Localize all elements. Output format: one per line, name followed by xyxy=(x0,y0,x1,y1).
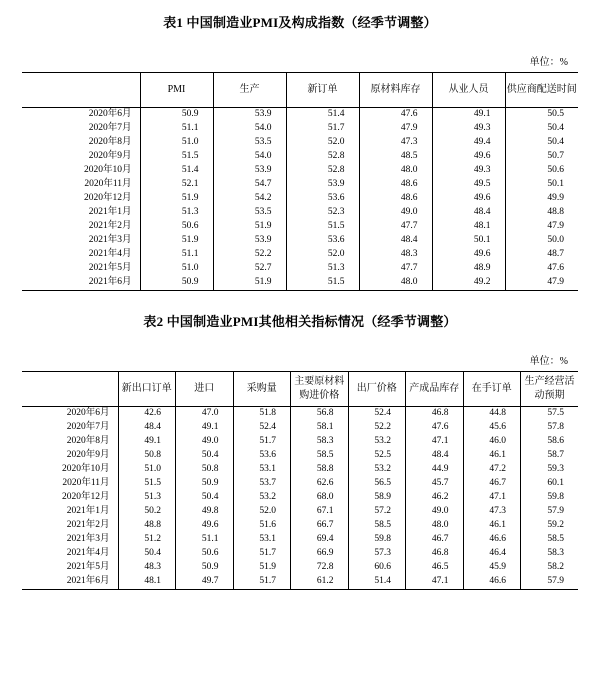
data-cell: 50.4 xyxy=(176,491,234,505)
data-cell: 50.9 xyxy=(140,108,213,123)
data-cell: 47.9 xyxy=(505,276,578,291)
data-cell: 50.6 xyxy=(140,220,213,234)
data-cell: 58.9 xyxy=(348,491,406,505)
data-cell: 51.4 xyxy=(286,108,359,123)
data-cell: 59.3 xyxy=(521,463,579,477)
data-cell: 50.9 xyxy=(140,276,213,291)
data-cell: 50.7 xyxy=(505,150,578,164)
data-cell: 52.1 xyxy=(140,178,213,192)
data-cell: 49.7 xyxy=(176,575,234,590)
data-cell: 61.2 xyxy=(291,575,349,590)
data-cell: 51.1 xyxy=(140,248,213,262)
data-cell: 46.6 xyxy=(463,533,521,547)
data-cell: 48.6 xyxy=(359,178,432,192)
data-cell: 48.0 xyxy=(359,164,432,178)
row-label: 2021年6月 xyxy=(66,576,110,587)
data-cell: 51.7 xyxy=(233,575,291,590)
table2-col-0 xyxy=(22,372,118,407)
data-cell: 50.4 xyxy=(118,547,176,561)
table2-title: 表2 中国制造业PMI其他相关指标情况（经季节调整） xyxy=(143,314,457,329)
row-label: 2021年3月 xyxy=(66,534,110,545)
data-cell: 48.8 xyxy=(505,206,578,220)
data-cell: 53.7 xyxy=(233,477,291,491)
data-cell: 72.8 xyxy=(291,561,349,575)
table-row xyxy=(22,435,578,449)
table2 xyxy=(22,371,578,590)
table1-col-3: 新订单 xyxy=(286,73,359,108)
data-cell: 49.6 xyxy=(432,248,505,262)
table1-col-5: 从业人员 xyxy=(432,73,505,108)
data-cell: 54.0 xyxy=(213,150,286,164)
data-cell: 47.0 xyxy=(176,407,234,422)
row-label: 2020年6月 xyxy=(88,109,132,120)
data-cell: 49.4 xyxy=(432,136,505,150)
data-cell: 47.6 xyxy=(406,421,464,435)
table-row xyxy=(22,164,578,178)
data-cell: 42.6 xyxy=(118,407,176,422)
row-label: 2020年12月 xyxy=(61,492,110,503)
data-cell: 50.1 xyxy=(432,234,505,248)
data-cell: 51.1 xyxy=(140,122,213,136)
data-cell: 53.5 xyxy=(213,206,286,220)
table1-body xyxy=(22,108,578,291)
data-cell: 59.8 xyxy=(521,491,579,505)
data-cell: 58.3 xyxy=(291,435,349,449)
data-cell: 68.0 xyxy=(291,491,349,505)
data-cell: 53.9 xyxy=(213,234,286,248)
data-cell: 51.4 xyxy=(348,575,406,590)
data-cell: 51.4 xyxy=(140,164,213,178)
data-cell: 58.7 xyxy=(521,449,579,463)
table-row xyxy=(22,150,578,164)
data-cell: 52.8 xyxy=(286,150,359,164)
data-cell: 53.6 xyxy=(286,192,359,206)
data-cell: 50.9 xyxy=(176,477,234,491)
data-cell: 62.6 xyxy=(291,477,349,491)
table1-header-row xyxy=(22,73,578,108)
data-cell: 46.7 xyxy=(406,533,464,547)
data-cell: 54.2 xyxy=(213,192,286,206)
data-cell: 52.0 xyxy=(233,505,291,519)
data-cell: 59.2 xyxy=(521,519,579,533)
data-cell: 50.8 xyxy=(176,463,234,477)
data-cell: 58.6 xyxy=(521,435,579,449)
data-cell: 51.6 xyxy=(233,519,291,533)
data-cell: 58.8 xyxy=(291,463,349,477)
data-cell: 57.9 xyxy=(521,505,579,519)
data-cell: 50.1 xyxy=(505,178,578,192)
table-row xyxy=(22,234,578,248)
table-row xyxy=(22,178,578,192)
data-cell: 52.2 xyxy=(348,421,406,435)
data-cell: 52.4 xyxy=(233,421,291,435)
table-row xyxy=(22,575,578,590)
data-cell: 51.3 xyxy=(118,491,176,505)
data-cell: 52.3 xyxy=(286,206,359,220)
table-row xyxy=(22,547,578,561)
table-row xyxy=(22,491,578,505)
data-cell: 50.4 xyxy=(176,449,234,463)
table-row xyxy=(22,262,578,276)
data-cell: 58.2 xyxy=(521,561,579,575)
data-cell: 53.5 xyxy=(213,136,286,150)
data-cell: 46.1 xyxy=(463,449,521,463)
data-cell: 51.5 xyxy=(140,150,213,164)
data-cell: 58.1 xyxy=(291,421,349,435)
table1-col-0 xyxy=(22,73,140,108)
data-cell: 66.9 xyxy=(291,547,349,561)
data-cell: 51.8 xyxy=(233,407,291,422)
table-row xyxy=(22,276,578,291)
data-cell: 46.2 xyxy=(406,491,464,505)
data-cell: 50.9 xyxy=(176,561,234,575)
data-cell: 48.0 xyxy=(406,519,464,533)
row-label: 2020年8月 xyxy=(88,137,132,148)
data-cell: 53.9 xyxy=(286,178,359,192)
table1-col-1: PMI xyxy=(140,73,213,108)
data-cell: 44.9 xyxy=(406,463,464,477)
data-cell: 52.0 xyxy=(286,248,359,262)
data-cell: 46.5 xyxy=(406,561,464,575)
data-cell: 53.1 xyxy=(233,463,291,477)
data-cell: 49.0 xyxy=(359,206,432,220)
data-cell: 46.8 xyxy=(406,407,464,422)
data-cell: 49.3 xyxy=(432,122,505,136)
data-cell: 47.9 xyxy=(505,220,578,234)
data-cell: 54.0 xyxy=(213,122,286,136)
data-cell: 48.0 xyxy=(359,276,432,291)
table1 xyxy=(22,72,578,291)
data-cell: 50.4 xyxy=(505,122,578,136)
table2-body xyxy=(22,407,578,590)
data-cell: 60.6 xyxy=(348,561,406,575)
data-cell: 48.4 xyxy=(359,234,432,248)
data-cell: 49.2 xyxy=(432,276,505,291)
row-label: 2021年1月 xyxy=(66,506,110,517)
data-cell: 49.9 xyxy=(505,192,578,206)
table2-col-1: 新出口订单 xyxy=(118,372,176,407)
data-cell: 47.9 xyxy=(359,122,432,136)
data-cell: 69.4 xyxy=(291,533,349,547)
data-cell: 45.9 xyxy=(463,561,521,575)
data-cell: 51.9 xyxy=(140,192,213,206)
row-label: 2020年7月 xyxy=(66,422,110,433)
data-cell: 47.6 xyxy=(359,108,432,123)
data-cell: 49.1 xyxy=(118,435,176,449)
data-cell: 57.8 xyxy=(521,421,579,435)
data-cell: 51.7 xyxy=(233,547,291,561)
table2-col-5: 出厂价格 xyxy=(348,372,406,407)
data-cell: 48.1 xyxy=(432,220,505,234)
data-cell: 57.9 xyxy=(521,575,579,590)
data-cell: 53.2 xyxy=(348,463,406,477)
data-cell: 46.4 xyxy=(463,547,521,561)
table-row xyxy=(22,463,578,477)
table-row xyxy=(22,505,578,519)
table2-unit: 单位：% xyxy=(529,356,568,367)
row-label: 2020年11月 xyxy=(62,478,110,489)
data-cell: 50.6 xyxy=(505,164,578,178)
data-cell: 49.0 xyxy=(406,505,464,519)
table1-header xyxy=(22,73,578,108)
table-row xyxy=(22,449,578,463)
data-cell: 53.9 xyxy=(213,164,286,178)
data-cell: 58.3 xyxy=(521,547,579,561)
table2-col-8: 生产经营活动预期 xyxy=(521,372,579,407)
table2-col-6: 产成品库存 xyxy=(406,372,464,407)
row-label: 2020年10月 xyxy=(83,165,132,176)
data-cell: 57.5 xyxy=(521,407,579,422)
data-cell: 51.9 xyxy=(213,276,286,291)
data-cell: 52.7 xyxy=(213,262,286,276)
data-cell: 49.8 xyxy=(176,505,234,519)
row-label: 2020年9月 xyxy=(66,450,110,461)
data-cell: 49.3 xyxy=(432,164,505,178)
data-cell: 49.1 xyxy=(176,421,234,435)
data-cell: 47.6 xyxy=(505,262,578,276)
data-cell: 45.7 xyxy=(406,477,464,491)
data-cell: 48.4 xyxy=(432,206,505,220)
row-label: 2021年3月 xyxy=(88,235,132,246)
table1-unit: 单位：% xyxy=(529,57,568,68)
table-row xyxy=(22,533,578,547)
row-label: 2021年2月 xyxy=(66,520,110,531)
data-cell: 52.2 xyxy=(213,248,286,262)
table1-col-6: 供应商配送时间 xyxy=(505,73,578,108)
data-cell: 47.7 xyxy=(359,262,432,276)
data-cell: 50.2 xyxy=(118,505,176,519)
data-cell: 51.9 xyxy=(140,234,213,248)
data-cell: 58.5 xyxy=(348,519,406,533)
data-cell: 51.0 xyxy=(140,262,213,276)
data-cell: 46.6 xyxy=(463,575,521,590)
data-cell: 49.5 xyxy=(432,178,505,192)
data-cell: 67.1 xyxy=(291,505,349,519)
data-cell: 44.8 xyxy=(463,407,521,422)
data-cell: 53.2 xyxy=(233,491,291,505)
data-cell: 52.0 xyxy=(286,136,359,150)
table-row xyxy=(22,519,578,533)
data-cell: 51.9 xyxy=(213,220,286,234)
row-label: 2020年7月 xyxy=(88,123,132,134)
data-cell: 51.2 xyxy=(118,533,176,547)
data-cell: 58.5 xyxy=(291,449,349,463)
row-label: 2021年1月 xyxy=(88,207,132,218)
data-cell: 57.2 xyxy=(348,505,406,519)
data-cell: 51.0 xyxy=(140,136,213,150)
row-label: 2020年10月 xyxy=(61,464,110,475)
data-cell: 45.6 xyxy=(463,421,521,435)
data-cell: 47.7 xyxy=(359,220,432,234)
table2-header xyxy=(22,372,578,407)
data-cell: 51.7 xyxy=(286,122,359,136)
table-row xyxy=(22,407,578,422)
data-cell: 56.8 xyxy=(291,407,349,422)
data-cell: 49.6 xyxy=(432,150,505,164)
table-row xyxy=(22,136,578,150)
data-cell: 66.7 xyxy=(291,519,349,533)
data-cell: 48.3 xyxy=(359,248,432,262)
row-label: 2021年6月 xyxy=(88,277,132,288)
data-cell: 53.6 xyxy=(233,449,291,463)
data-cell: 47.1 xyxy=(406,575,464,590)
data-cell: 50.5 xyxy=(505,108,578,123)
data-cell: 51.7 xyxy=(233,435,291,449)
row-label: 2021年5月 xyxy=(88,263,132,274)
table2-col-2: 进口 xyxy=(176,372,234,407)
data-cell: 50.8 xyxy=(118,449,176,463)
data-cell: 48.4 xyxy=(118,421,176,435)
table-row xyxy=(22,561,578,575)
data-cell: 47.2 xyxy=(463,463,521,477)
data-cell: 46.1 xyxy=(463,519,521,533)
data-cell: 47.3 xyxy=(359,136,432,150)
table-row xyxy=(22,421,578,435)
data-cell: 49.6 xyxy=(432,192,505,206)
data-cell: 52.4 xyxy=(348,407,406,422)
row-label: 2021年4月 xyxy=(66,548,110,559)
data-cell: 48.9 xyxy=(432,262,505,276)
table2-col-4: 主要原材料购进价格 xyxy=(291,372,349,407)
data-cell: 53.9 xyxy=(213,108,286,123)
data-cell: 48.7 xyxy=(505,248,578,262)
data-cell: 58.5 xyxy=(521,533,579,547)
data-cell: 54.7 xyxy=(213,178,286,192)
row-label: 2021年2月 xyxy=(88,221,132,232)
data-cell: 47.1 xyxy=(463,491,521,505)
table-row xyxy=(22,108,578,123)
table1-col-2: 生产 xyxy=(213,73,286,108)
data-cell: 51.1 xyxy=(176,533,234,547)
table2-col-7: 在手订单 xyxy=(463,372,521,407)
data-cell: 49.6 xyxy=(176,519,234,533)
data-cell: 53.1 xyxy=(233,533,291,547)
row-label: 2020年6月 xyxy=(66,408,110,419)
data-cell: 47.3 xyxy=(463,505,521,519)
data-cell: 53.6 xyxy=(286,234,359,248)
data-cell: 51.3 xyxy=(286,262,359,276)
table-row xyxy=(22,220,578,234)
row-label: 2021年4月 xyxy=(88,249,132,260)
data-cell: 59.8 xyxy=(348,533,406,547)
data-cell: 49.0 xyxy=(176,435,234,449)
data-cell: 52.8 xyxy=(286,164,359,178)
data-cell: 47.1 xyxy=(406,435,464,449)
table-row xyxy=(22,477,578,491)
data-cell: 48.1 xyxy=(118,575,176,590)
data-cell: 50.0 xyxy=(505,234,578,248)
data-cell: 51.5 xyxy=(286,220,359,234)
data-cell: 51.5 xyxy=(286,276,359,291)
data-cell: 48.4 xyxy=(406,449,464,463)
table-row xyxy=(22,192,578,206)
row-label: 2020年8月 xyxy=(66,436,110,447)
data-cell: 51.3 xyxy=(140,206,213,220)
data-cell: 49.1 xyxy=(432,108,505,123)
data-cell: 60.1 xyxy=(521,477,579,491)
row-label: 2020年12月 xyxy=(83,193,132,204)
data-cell: 51.9 xyxy=(233,561,291,575)
data-cell: 48.8 xyxy=(118,519,176,533)
data-cell: 57.3 xyxy=(348,547,406,561)
row-label: 2020年9月 xyxy=(88,151,132,162)
table1-col-4: 原材料库存 xyxy=(359,73,432,108)
data-cell: 48.5 xyxy=(359,150,432,164)
data-cell: 46.7 xyxy=(463,477,521,491)
table-row xyxy=(22,206,578,220)
table2-col-3: 采购量 xyxy=(233,372,291,407)
data-cell: 48.3 xyxy=(118,561,176,575)
data-cell: 51.0 xyxy=(118,463,176,477)
data-cell: 53.2 xyxy=(348,435,406,449)
data-cell: 50.4 xyxy=(505,136,578,150)
table-row xyxy=(22,122,578,136)
data-cell: 52.5 xyxy=(348,449,406,463)
data-cell: 56.5 xyxy=(348,477,406,491)
data-cell: 50.6 xyxy=(176,547,234,561)
data-cell: 48.6 xyxy=(359,192,432,206)
data-cell: 51.5 xyxy=(118,477,176,491)
table1-title: 表1 中国制造业PMI及构成指数（经季节调整） xyxy=(163,15,437,30)
table2-header-row xyxy=(22,372,578,407)
data-cell: 46.0 xyxy=(463,435,521,449)
row-label: 2021年5月 xyxy=(66,562,110,573)
row-label: 2020年11月 xyxy=(84,179,132,190)
table-row xyxy=(22,248,578,262)
data-cell: 46.8 xyxy=(406,547,464,561)
